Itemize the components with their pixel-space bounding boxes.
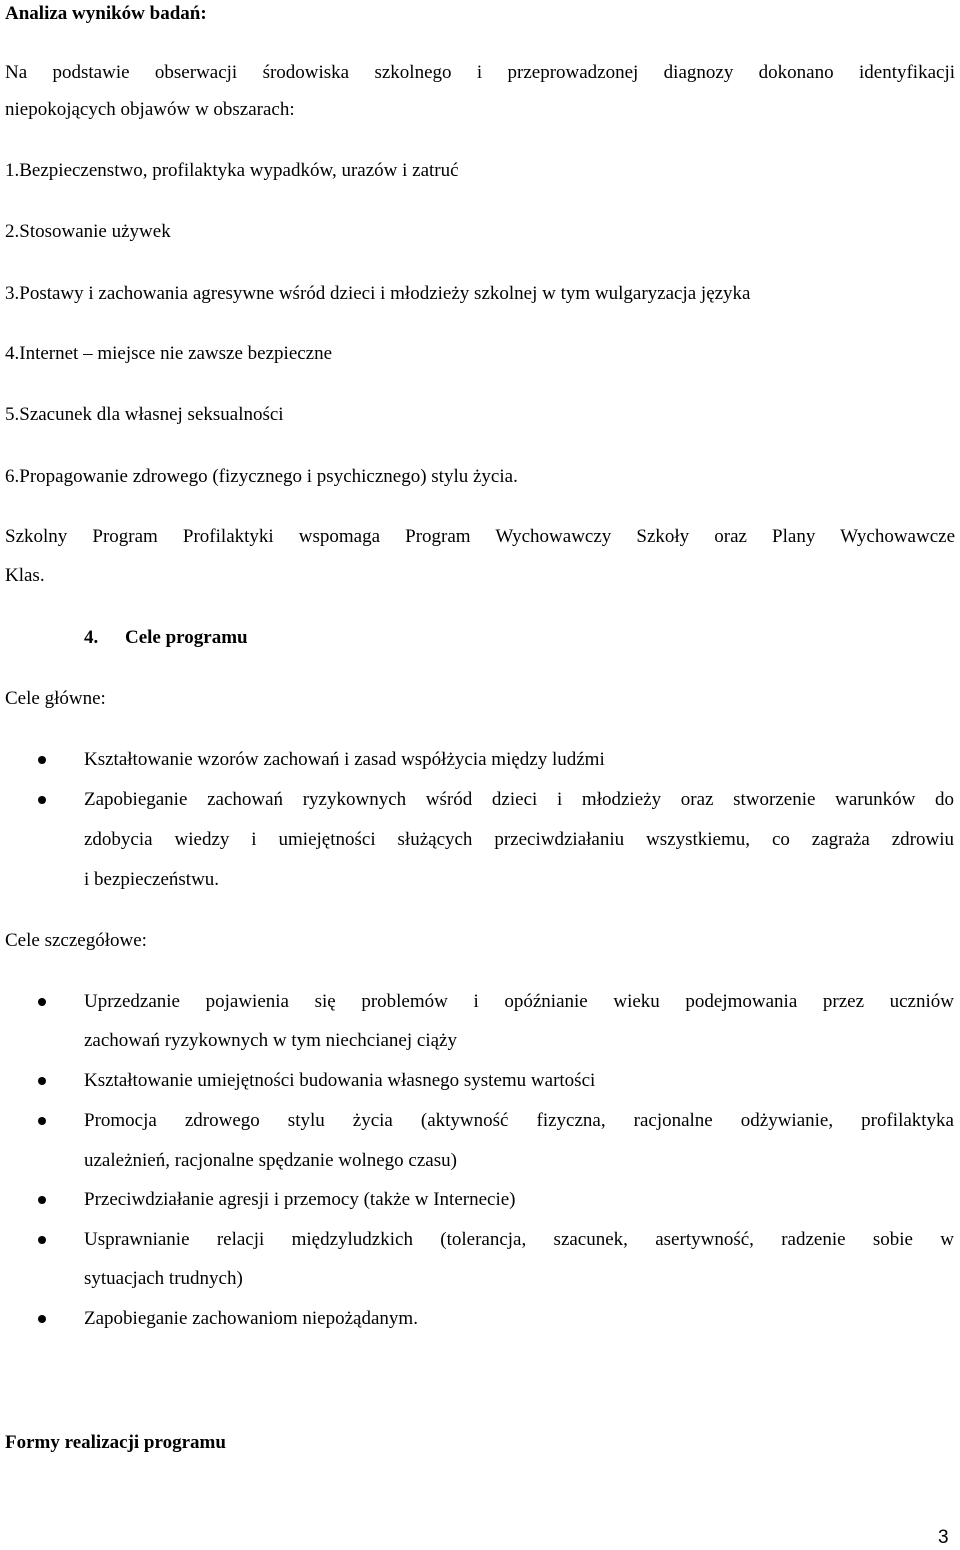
bullet-icon xyxy=(38,1196,46,1204)
area-item: 1.Bezpieczenstwo, profilaktyka wypadków, urazów i zatruć xyxy=(5,160,459,181)
main-goal-line: Zapobieganie zachowań ryzykownych wśród dzieci i młodzieży oraz stworzenie warunków do xyxy=(84,789,954,810)
intro-line-2: niepokojących objawów w obszarach: xyxy=(5,99,295,120)
section-title: Cele programu xyxy=(125,627,248,648)
program-note-line-1: Szkolny Program Profilaktyki wspomaga Program Wychowawczy Szkoły oraz Plany Wychowawcze xyxy=(5,526,955,547)
forms-heading: Formy realizacji programu xyxy=(5,1432,226,1453)
main-goal-line: zdobycia wiedzy i umiejętności służących przeciwdziałaniu wszystkiemu, co zagraża zdrowiu xyxy=(84,829,954,850)
section-number: 4. xyxy=(84,627,99,648)
main-goal-line: i bezpieczeństwu. xyxy=(84,869,220,890)
bullet-icon xyxy=(38,1077,46,1085)
specific-goal-line: Promocja zdrowego stylu życia (aktywność fizyczna, racjonalne odżywianie, profilaktyka xyxy=(84,1110,954,1131)
area-item: 4.Internet – miejsce nie zawsze bezpieczne xyxy=(5,343,333,364)
specific-goal-line: uzależnień, racjonalne spędzanie wolnego czasu) xyxy=(84,1150,457,1171)
page-heading: Analiza wyników badań: xyxy=(5,3,207,24)
specific-goal-line: sytuacjach trudnych) xyxy=(84,1268,243,1289)
main-goals-heading: Cele główne: xyxy=(5,688,106,709)
main-goal-line: Kształtowanie wzorów zachowań i zasad współżycia między ludźmi xyxy=(84,749,605,770)
area-item: 2.Stosowanie używek xyxy=(5,221,171,242)
bullet-icon xyxy=(38,756,46,764)
bullet-icon xyxy=(38,1236,46,1244)
specific-goal-line: Usprawnianie relacji międzyludzkich (tolerancja, szacunek, asertywność, radzenie sobie w xyxy=(84,1229,954,1250)
intro-line-1: Na podstawie obserwacji środowiska szkolnego i przeprowadzonej diagnozy dokonano identyfikacji xyxy=(5,62,955,83)
bullet-icon xyxy=(38,998,46,1006)
specific-goal-line: zachowań ryzykownych w tym niechcianej ciąży xyxy=(84,1030,457,1051)
page-number: 3 xyxy=(938,1527,949,1548)
specific-goal-line: Przeciwdziałanie agresji i przemocy (także w Internecie) xyxy=(84,1189,516,1210)
program-note-line-2: Klas. xyxy=(5,565,45,586)
area-item: 5.Szacunek dla własnej seksualności xyxy=(5,404,284,425)
specific-goal-line: Kształtowanie umiejętności budowania własnego systemu wartości xyxy=(84,1070,596,1091)
bullet-icon xyxy=(38,796,46,804)
area-item: 3.Postawy i zachowania agresywne wśród dzieci i młodzieży szkolnej w tym wulgaryzacja języka xyxy=(5,283,751,304)
specific-goals-heading: Cele szczegółowe: xyxy=(5,930,147,951)
bullet-icon xyxy=(38,1117,46,1125)
specific-goal-line: Uprzedzanie pojawienia się problemów i opóźnianie wieku podejmowania przez uczniów xyxy=(84,991,954,1012)
area-item: 6.Propagowanie zdrowego (fizycznego i psychicznego) stylu życia. xyxy=(5,466,518,487)
bullet-icon xyxy=(38,1315,46,1323)
specific-goal-line: Zapobieganie zachowaniom niepożądanym. xyxy=(84,1308,418,1329)
